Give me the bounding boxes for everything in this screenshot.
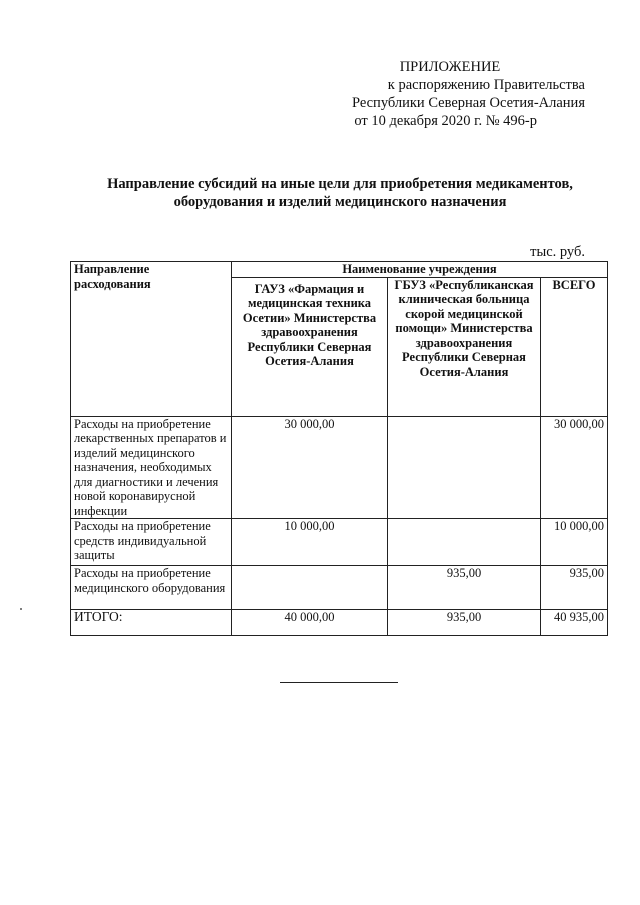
document-title: [70, 175, 610, 211]
header-direction: Направление расходования: [71, 262, 232, 417]
appendix-line-2: к распоряжению Правительства: [387, 77, 585, 93]
appendix-title: ПРИЛОЖЕНИЕ: [399, 59, 501, 75]
scan-artifact: [20, 608, 22, 610]
cell-gbuz: [388, 416, 541, 519]
table-row: [71, 566, 608, 610]
cell-total: 40 935,00: [541, 610, 608, 636]
cell-total: 30 000,00: [541, 416, 608, 519]
cell-gbuz: 935,00: [388, 610, 541, 636]
row-label: Расходы на приобретение медицинского оборудования: [71, 566, 232, 610]
cell-gauz: 10 000,00: [232, 519, 388, 566]
cell-gauz: [232, 566, 388, 610]
cell-gbuz: [388, 519, 541, 566]
cell-total: 935,00: [541, 566, 608, 610]
subsidy-table: [70, 261, 608, 636]
cell-gauz: 30 000,00: [232, 416, 388, 519]
table-row: [71, 416, 608, 519]
document-title-line-2: оборудования и изделий медицинского назначения: [173, 194, 507, 210]
header-institution-group: Наименование учреждения: [232, 262, 608, 278]
table-row-total: [71, 610, 608, 636]
header-gauz: ГАУЗ «Фармация и медицинская техника Осетии» Министерства здравоохранения Республики Северная Осетия-Алания: [232, 277, 388, 416]
document-title-line-1: Направление субсидий на иные цели для приобретения медикаментов,: [107, 176, 573, 192]
header-gbuz: ГБУЗ «Республиканская клиническая больница скорой медицинской помощи» Министерства здравоохранения Республики Северная Осетия-Алания: [388, 277, 541, 416]
appendix-line-3: Республики Северная Осетия-Алания: [351, 95, 585, 111]
cell-gauz: 40 000,00: [232, 610, 388, 636]
appendix-header: [315, 58, 585, 130]
cell-gbuz: 935,00: [388, 566, 541, 610]
appendix-line-4: от 10 декабря 2020 г. № 496-р: [354, 113, 537, 129]
row-label: Расходы на приобретение средств индивидуальной защиты: [71, 519, 232, 566]
row-label: ИТОГО:: [71, 610, 232, 636]
units-label: тыс. руб.: [530, 244, 585, 260]
row-label: Расходы на приобретение лекарственных препаратов и изделий медицинского назначения, необходимых для диагностики и лечения новой коронавирусной инфекции: [71, 416, 232, 519]
cell-total: 10 000,00: [541, 519, 608, 566]
closing-divider: [280, 682, 398, 683]
table-row: [71, 519, 608, 566]
header-total: ВСЕГО: [541, 277, 608, 416]
